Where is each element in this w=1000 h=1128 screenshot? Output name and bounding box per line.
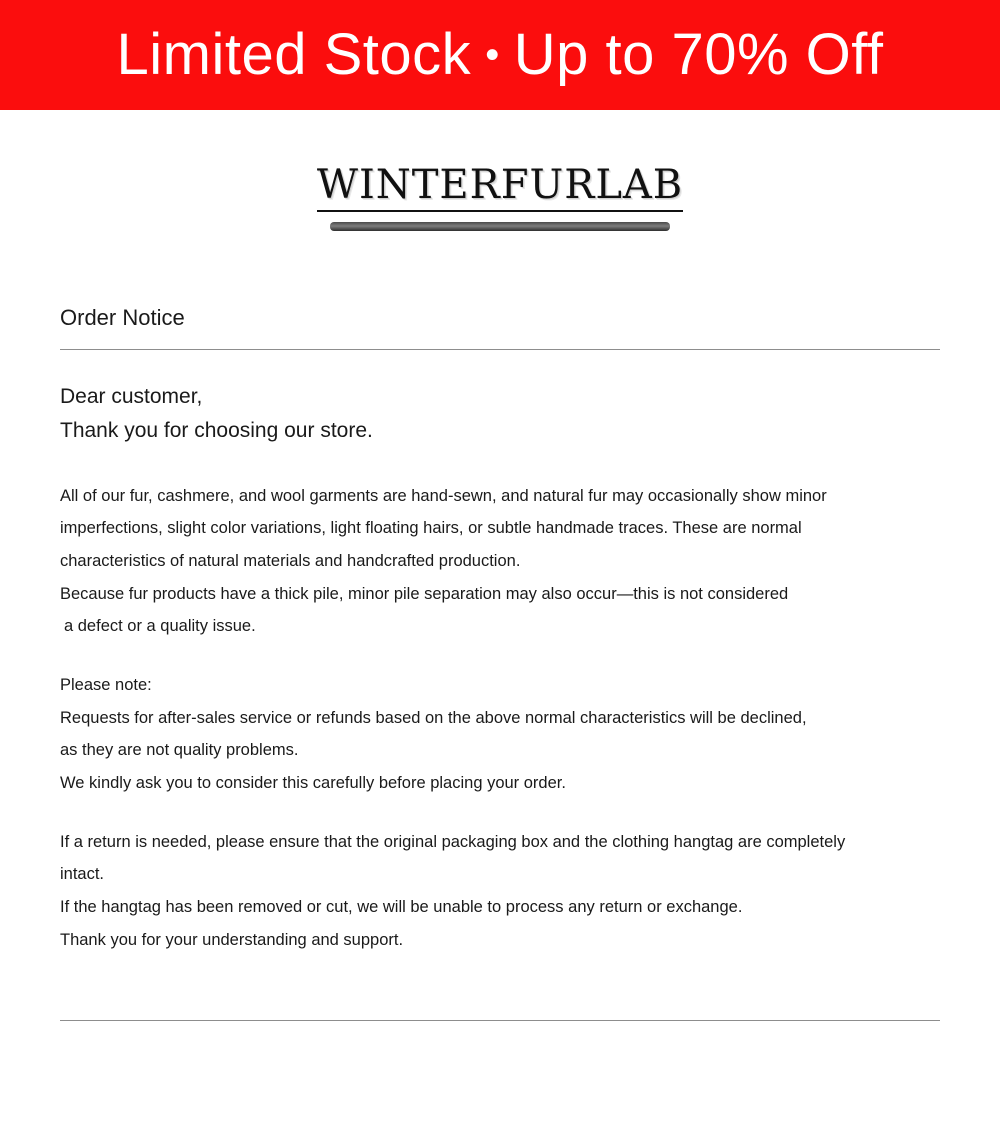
paragraph-line: Thank you for your understanding and support. <box>60 930 404 949</box>
paragraph-line: intact. <box>60 865 105 884</box>
paragraph-line: We kindly ask you to consider this carefully before placing your order. <box>60 773 566 792</box>
paragraph-line: imperfections, slight color variations, light floating hairs, or subtle handmade traces. These are normal <box>60 519 802 538</box>
paragraph-spacer <box>60 800 940 826</box>
notice-body <box>60 480 940 957</box>
paragraph-please-note <box>60 669 940 800</box>
paragraph-line: Please note: <box>60 675 152 694</box>
greeting-block <box>60 382 940 446</box>
paragraph-spacer <box>60 643 940 669</box>
paragraph-line: as they are not quality problems. <box>60 741 299 760</box>
promo-banner <box>0 0 1000 110</box>
promo-banner-text <box>116 22 884 87</box>
paragraph-line: All of our fur, cashmere, and wool garments are hand-sewn, and natural fur may occasionally show minor <box>60 486 827 505</box>
promo-right-text: Up to 70% Off <box>513 22 884 87</box>
title-divider <box>60 349 940 350</box>
paragraph-line: Requests for after-sales service or refunds based on the above normal characteristics will be declined, <box>60 708 807 727</box>
footer-spacer <box>60 956 940 1020</box>
paragraph-line: If the hangtag has been removed or cut, we will be unable to process any return or exchange. <box>60 897 743 916</box>
page-title: Order Notice <box>60 305 185 330</box>
paragraph-line: If a return is needed, please ensure that the original packaging box and the clothing hangtag are completely <box>60 832 846 851</box>
paragraph-line: a defect or a quality issue. <box>64 617 256 636</box>
brand-underline-bar <box>330 222 670 231</box>
promo-separator-dot: • <box>485 33 500 77</box>
greeting-line: Dear customer, <box>60 385 203 408</box>
paragraph-line: Because fur products have a thick pile, minor pile separation may also occur—this is not considered <box>60 584 789 603</box>
brand-logo-text: WINTERFURLAB <box>317 162 683 212</box>
greeting-line: Thank you for choosing our store. <box>60 418 373 442</box>
order-notice-document <box>0 305 1000 1021</box>
promo-left-text: Limited Stock <box>116 22 472 87</box>
paragraph-returns <box>60 826 940 957</box>
footer-divider <box>60 1020 940 1021</box>
brand-block <box>0 162 1000 231</box>
paragraph-line: characteristics of natural materials and handcrafted production. <box>60 551 521 570</box>
paragraph-materials <box>60 480 940 643</box>
